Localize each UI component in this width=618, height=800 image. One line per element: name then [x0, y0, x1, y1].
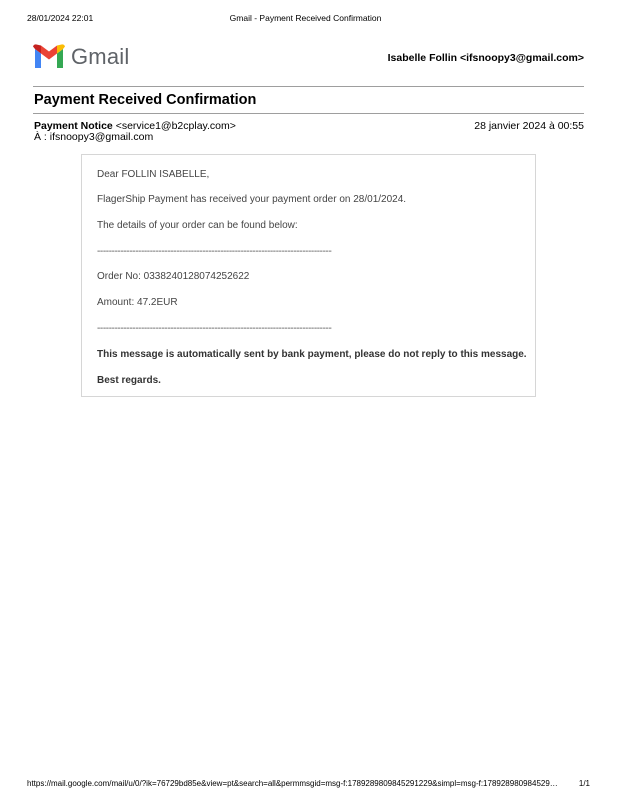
print-header	[27, 13, 584, 25]
message-date: 28 janvier 2024 à 00:55	[474, 120, 584, 132]
divider-subject	[33, 113, 584, 114]
recipient-line: À : ifsnoopy3@gmail.com	[34, 131, 154, 143]
order-number: Order No: 0338240128074252622	[97, 271, 250, 282]
greeting: Dear FOLLIN ISABELLE,	[97, 169, 210, 180]
account-label: Isabelle Follin <ifsnoopy3@gmail.com>	[387, 52, 584, 64]
closing: Best regards.	[97, 375, 161, 386]
email-subject: Payment Received Confirmation	[34, 92, 257, 108]
gmail-wordmark: Gmail	[71, 44, 130, 69]
amount: Amount: 47.2EUR	[97, 297, 178, 308]
separator-2: --------------------------------------------------------------------------------	[97, 323, 332, 334]
sender-name: Payment Notice	[34, 120, 113, 132]
print-datetime: 28/01/2024 22:01	[27, 13, 94, 23]
body-line-1: FlagerShip Payment has received your payment order on 28/01/2024.	[97, 194, 407, 205]
page-url: https://mail.google.com/mail/u/0/?ik=76729bd85e&view=pt&search=all&permmsgid=msg-f:1789289809845291229&simpl=msg-f:178928980984529…	[27, 779, 558, 788]
sender-email: <service1@b2cplay.com>	[115, 120, 236, 132]
print-title: Gmail - Payment Received Confirmation	[229, 13, 382, 23]
message-body	[81, 154, 536, 397]
print-footer	[27, 779, 590, 791]
gmail-m-icon	[33, 44, 65, 68]
page-number: 1/1	[578, 779, 590, 788]
body-line-2: The details of your order can be found below:	[97, 220, 298, 231]
divider-top	[33, 86, 584, 87]
auto-message-notice: This message is automatically sent by bank payment, please do not reply to this message.	[97, 349, 527, 360]
separator-1: --------------------------------------------------------------------------------	[97, 246, 332, 257]
